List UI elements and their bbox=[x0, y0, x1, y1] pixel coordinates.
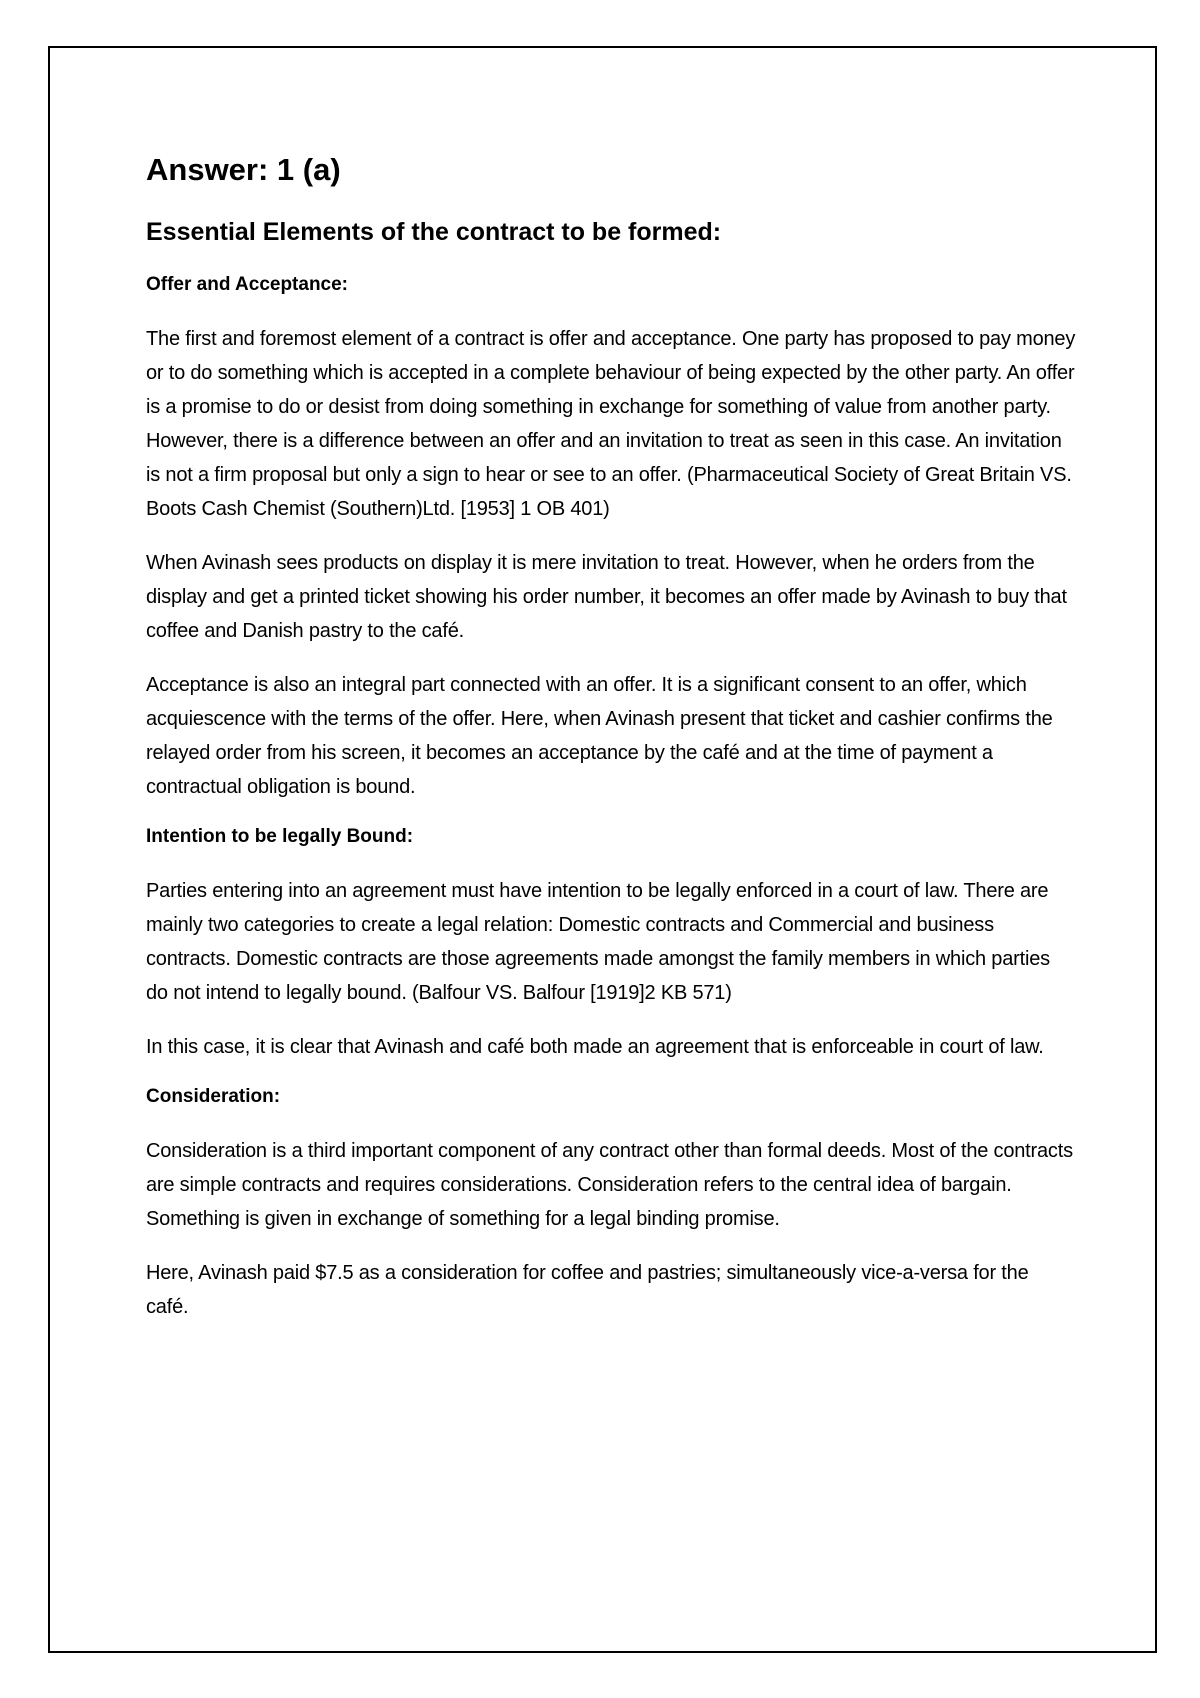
document-body bbox=[146, 150, 1076, 1344]
paragraph: Consideration is a third important component of any contract other than formal deeds. Most of the contracts are simple contracts and requires considerations. Consideration refers to the central idea of bargain. Something is given in exchange of something for a legal binding promise. bbox=[146, 1140, 1073, 1230]
section-heading: Essential Elements of the contract to be formed: bbox=[146, 218, 722, 246]
section-consideration bbox=[146, 1084, 1076, 1324]
section-intention-to-be-legally-bound bbox=[146, 824, 1076, 1064]
paragraph: Parties entering into an agreement must have intention to be legally enforced in a court of law. There are mainly two categories to create a legal relation: Domestic contracts and Commercial and business contracts. Domestic contracts are those agreements made amongst the family members in which parties do not intend to legally bound. (Balfour VS. Balfour [1919]2 KB 571) bbox=[146, 880, 1050, 1004]
paragraph: The first and foremost element of a contract is offer and acceptance. One party has proposed to pay money or to do something which is accepted in a complete behaviour of being expected by the other party. An offer is a promise to do or desist from doing something in exchange for something of value from another party. However, there is a difference between an offer and an invitation to treat as seen in this case. An invitation is not a firm proposal but only a sign to hear or see to an offer. (Pharmaceutical Society of Great Britain VS. Boots Cash Chemist (Southern)Ltd. [1953] 1 OB 401) bbox=[146, 328, 1076, 520]
paragraph: Here, Avinash paid $7.5 as a consideration for coffee and pastries; simultaneously vice-a-versa for the café. bbox=[146, 1262, 1029, 1318]
paragraph: When Avinash sees products on display it is mere invitation to treat. However, when he orders from the display and get a printed ticket showing his order number, it becomes an offer made by Avinash to buy that coffee and Danish pastry to the café. bbox=[146, 552, 1067, 642]
paragraph: In this case, it is clear that Avinash and café both made an agreement that is enforceable in court of law. bbox=[146, 1036, 1044, 1058]
subheading-offer-and-acceptance: Offer and Acceptance: bbox=[146, 274, 349, 295]
section-offer-and-acceptance bbox=[146, 272, 1076, 804]
paragraph: Acceptance is also an integral part connected with an offer. It is a significant consent to an offer, which acquiescence with the terms of the offer. Here, when Avinash present that ticket and cashier confirms the relayed order from his screen, it becomes an acceptance by the café and at the time of payment a contractual obligation is bound. bbox=[146, 674, 1053, 798]
subheading-consideration: Consideration: bbox=[146, 1086, 281, 1107]
subheading-intention-to-be-legally-bound: Intention to be legally Bound: bbox=[146, 826, 414, 847]
answer-title: Answer: 1 (a) bbox=[146, 152, 341, 187]
